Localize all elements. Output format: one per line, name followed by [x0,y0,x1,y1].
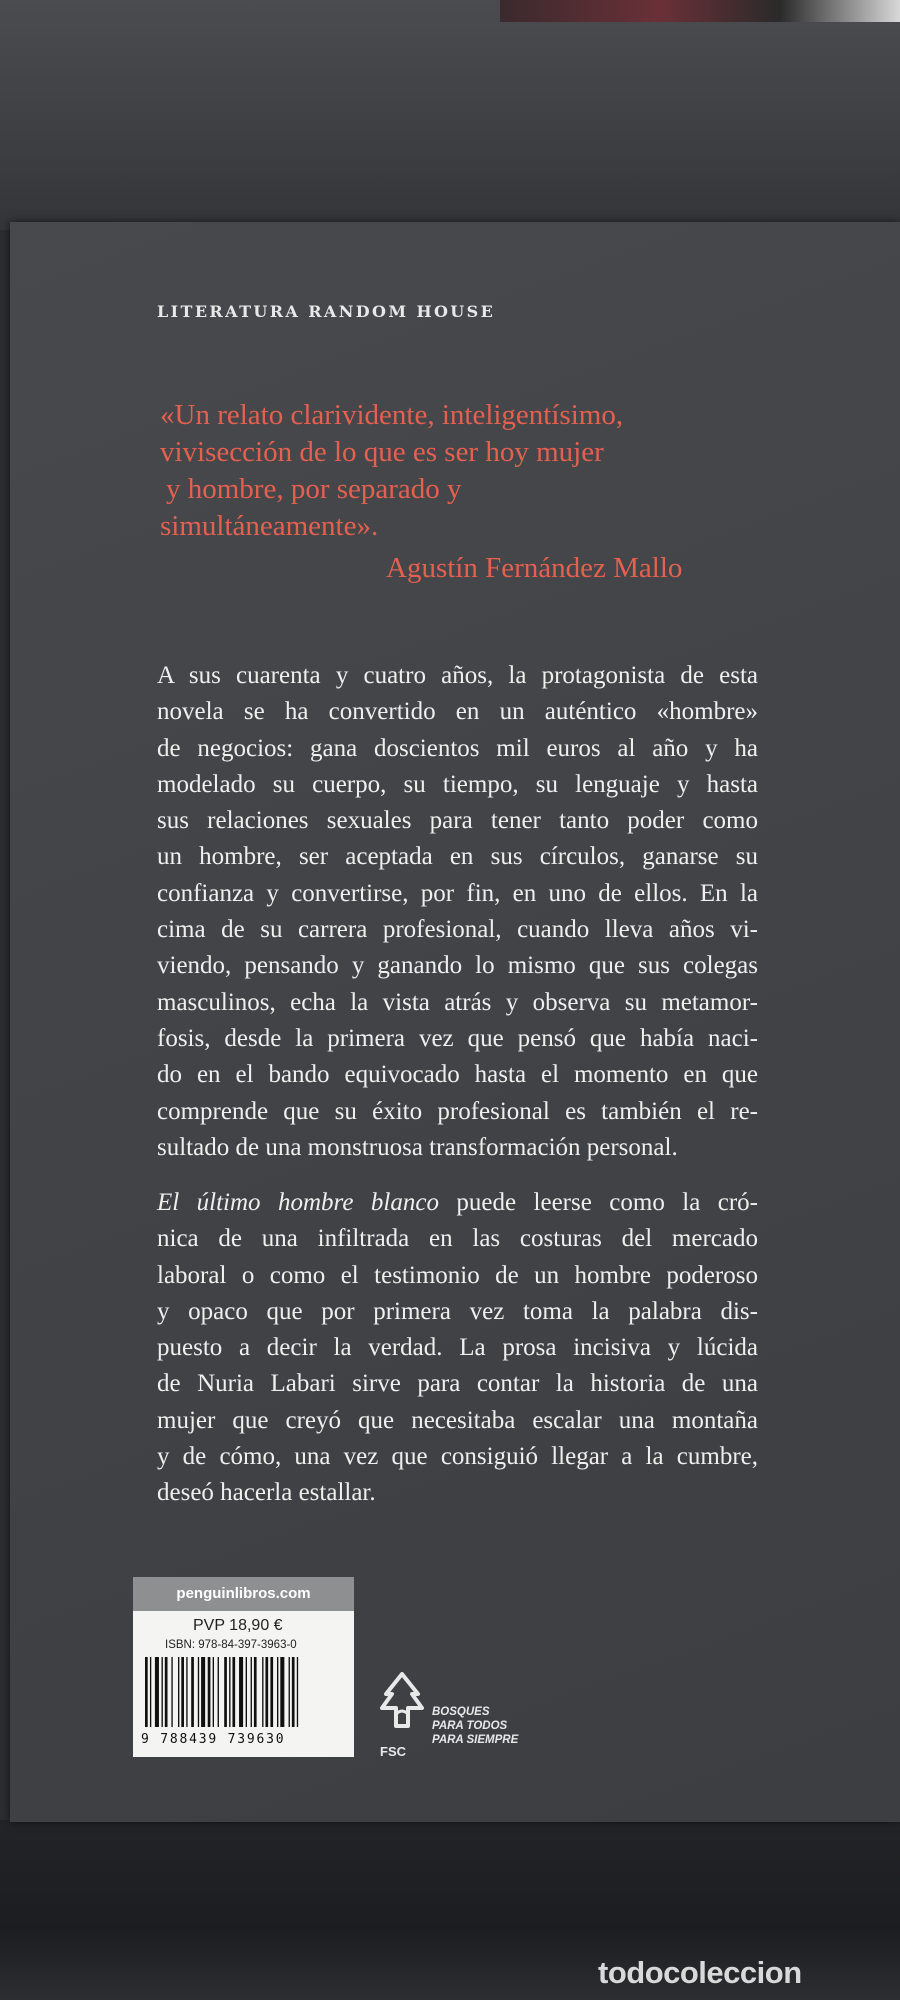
quote-line: vivisección de lo que es ser hoy mujer [160,436,604,468]
blurb-quote [160,397,760,545]
text-line [157,1185,758,1221]
fsc-tagline-line: PARA TODOS [432,1720,508,1732]
synopsis-paragraph-1 [157,658,758,1166]
text-line: nica de una infiltrada en las costuras del mercado [157,1225,758,1253]
quote-line: «Un relato clarividente, inteligentísimo, [160,399,624,431]
fsc-label: FSC [380,1744,406,1759]
book-title: El último hombre blanco [157,1189,439,1216]
text-line: masculinos, echa la vista atrás y observa su metamor- [157,988,758,1016]
text-line: confianza y convertirse, por fin, en uno de ellos. En la [157,879,758,907]
text-line: laboral o como el testimonio de un hombre poderoso [157,1261,758,1289]
barcode-bars [143,1657,343,1729]
text-line: sus relaciones sexuales para tener tanto poder como [157,807,758,835]
synopsis-paragraph-2 [157,1185,758,1512]
watermark-logo: todocoleccion [598,1955,802,1990]
isbn: ISBN: 978-84-397-3963-0 [165,1639,297,1651]
text-line: deseó hacerla estallar. [157,1479,376,1507]
text-line: comprende que su éxito profesional es también el re- [157,1097,758,1125]
background-top [0,0,900,230]
text-line: viendo, pensando y ganando lo mismo que sus colegas [157,952,758,980]
fsc-tagline-line: PARA SIEMPRE [432,1734,519,1746]
text-line: modelado su cuerpo, su tiempo, su lenguaje y hasta [157,770,758,798]
text-line: de negocios: gana doscientos mil euros al año y ha [157,734,758,762]
text-line: y opaco que por primera vez toma la palabra dis- [157,1297,758,1325]
price: PVP 18,90 € [193,1617,283,1634]
text-line: A sus cuarenta y cuatro años, la protagonista de esta [157,662,758,689]
text-line: do en el bando equivocado hasta el momento en que [157,1061,758,1089]
text-line: fosis, desde la primera vez que pensó que había naci- [157,1024,758,1052]
text-line: un hombre, ser aceptada en sus círculos, ganarse su [157,843,758,871]
text-line: cima de su carrera profesional, cuando lleva años vi- [157,916,758,944]
publisher-imprint: LITERATURA RANDOM HOUSE [157,302,496,321]
text-line: sultado de una monstruosa transformación personal. [157,1133,678,1161]
quote-line: simultáneamente». [160,510,379,542]
text-line: y de cómo, una vez que consiguió llegar a la cumbre, [157,1443,758,1471]
barcode-label [133,1577,354,1757]
background-other-book-edge [500,0,900,22]
barcode-digits: 9 788439 739630 [141,1732,286,1747]
quote-line: y hombre, por separado y [166,473,462,505]
text-line: de Nuria Labari sirve para contar la historia de una [157,1370,758,1398]
text-line: novela se ha convertido en un auténtico «hombre» [157,698,758,726]
quote-author: Agustín Fernández Mallo [386,552,683,584]
fsc-tagline-line: BOSQUES [432,1706,490,1718]
fsc-tagline [432,1705,518,1747]
text-line: mujer que creyó que necesitaba escalar una montaña [157,1406,758,1434]
publisher-website: penguinlibros.com [133,1577,354,1611]
text-fragment: puede leerse como la cró- [438,1189,759,1216]
fsc-tree-icon [378,1668,426,1740]
text-line: puesto a decir la verdad. La prosa incisiva y lúcida [157,1334,758,1362]
